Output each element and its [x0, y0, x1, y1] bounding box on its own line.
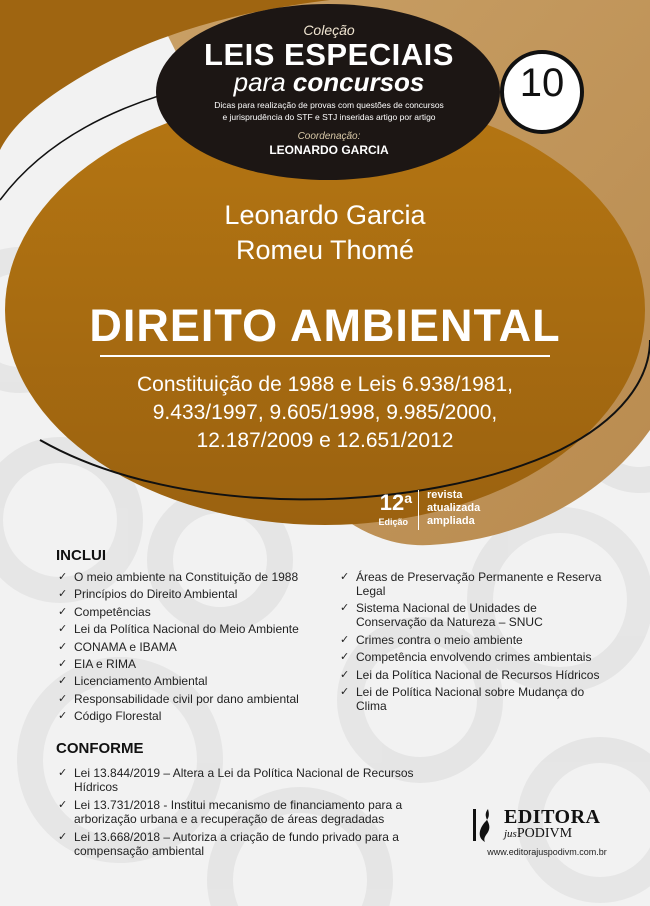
publisher-name: EDITORA	[504, 806, 601, 828]
publisher-imprint-part-b: PODIVM	[516, 826, 573, 841]
book-subtitle-line: 12.187/2009 e 12.651/2012	[196, 429, 454, 452]
list-item: ✓ Lei 13.731/2018 - Institui mecanismo de financiamento para a arborização urbana e a recuperação de áreas degradadas	[58, 798, 403, 826]
list-item: ✓ Princípios do Direito Ambiental	[58, 587, 238, 602]
publisher-url: www.editorajuspodivm.com.br	[487, 847, 607, 857]
list-item: ✓ Código Florestal	[58, 709, 162, 724]
list-item: ✓ Lei da Política Nacional do Meio Ambiente	[58, 622, 299, 637]
publisher-logo-icon	[470, 805, 500, 845]
coordination-label: Coordenação:	[297, 131, 361, 142]
title-divider	[100, 355, 550, 357]
coordinator-name: LEONARDO GARCIA	[269, 143, 389, 157]
check-icon: ✓	[340, 685, 350, 698]
series-title: LEIS ESPECIAIS	[204, 37, 454, 72]
conforme-list	[56, 766, 436, 862]
series-description-line1: Dicas para realização de provas com questões de concursos	[214, 100, 444, 110]
edition-note: atualizada	[427, 502, 481, 514]
check-icon: ✓	[58, 605, 68, 618]
inclui-list-right	[338, 570, 608, 716]
check-icon: ✓	[58, 571, 68, 583]
edition-number	[358, 490, 412, 516]
series-label: Coleção	[303, 22, 355, 38]
list-item: ✓ O meio ambiente na Constituição de 1988	[58, 570, 299, 584]
check-icon: ✓	[58, 623, 68, 636]
book-title: DIREITO AMBIENTAL	[89, 300, 561, 351]
list-item: ✓ EIA e RIMA	[58, 656, 137, 671]
check-icon: ✓	[58, 831, 68, 843]
edition-label: Edição	[378, 517, 408, 527]
series-description-line2: e jurisprudência do STF e STJ inseridas artigo por artigo	[222, 112, 436, 122]
check-icon: ✓	[58, 640, 68, 653]
list-item: ✓ Lei de Política Nacional sobre Mudança do Clima	[340, 684, 585, 713]
list-item: ✓ Áreas de Preservação Permanente e Reserva Legal	[340, 570, 602, 598]
list-item: ✓ Sistema Nacional de Unidades de Conservação da Natureza – SNUC	[340, 601, 543, 630]
check-icon: ✓	[58, 675, 68, 688]
check-icon: ✓	[58, 588, 68, 601]
check-icon: ✓	[340, 668, 350, 681]
list-item: ✓ Crimes contra o meio ambiente	[340, 632, 523, 647]
check-icon: ✓	[58, 692, 68, 705]
check-icon: ✓	[340, 602, 350, 615]
list-item: ✓ Licenciamento Ambiental	[58, 674, 208, 689]
check-icon: ✓	[340, 633, 350, 646]
publisher-imprint	[504, 826, 624, 842]
list-item: ✓ Competências	[58, 604, 151, 619]
book-subtitle-line: Constituição de 1988 e Leis 6.938/1981,	[137, 373, 513, 396]
series-subtitle-part-b: concursos	[292, 67, 425, 97]
edition-ordinal: a	[404, 490, 412, 506]
list-item: ✓ Responsabilidade civil por dano ambiental	[58, 691, 299, 706]
check-icon: ✓	[58, 767, 68, 779]
list-item: ✓ Lei 13.668/2018 – Autoriza a criação de fundo privado para a compensação ambiental	[58, 830, 399, 858]
edition-number-value: 12	[379, 490, 405, 515]
list-item: ✓ Competência envolvendo crimes ambientais	[340, 650, 592, 665]
check-icon: ✓	[58, 710, 68, 723]
check-icon: ✓	[58, 657, 68, 670]
series-subtitle-part-a: para	[233, 67, 286, 97]
edition-note: ampliada	[427, 515, 475, 527]
author-name: Romeu Thomé	[235, 235, 415, 265]
book-subtitle-line: 9.433/1997, 9.605/1998, 9.985/2000,	[152, 401, 498, 424]
inclui-list-left	[56, 570, 346, 727]
list-item: ✓ Lei da Política Nacional de Recursos Hídricos	[340, 667, 600, 682]
author-name: Leonardo Garcia	[224, 200, 426, 230]
inclui-heading: INCLUI	[56, 547, 106, 564]
check-icon: ✓	[340, 651, 350, 664]
publisher-imprint-part-a: jus	[504, 828, 517, 840]
series-subtitle	[175, 67, 483, 98]
check-icon: ✓	[58, 799, 68, 811]
list-item: ✓ Lei 13.844/2019 – Altera a Lei da Política Nacional de Recursos Hídricos	[58, 766, 414, 794]
check-icon: ✓	[340, 571, 350, 583]
edition-note: revista	[427, 489, 463, 501]
conforme-heading: CONFORME	[56, 740, 144, 757]
list-item: ✓ CONAMA e IBAMA	[58, 639, 177, 654]
edition-separator	[418, 490, 419, 530]
volume-number: 10	[519, 61, 565, 105]
